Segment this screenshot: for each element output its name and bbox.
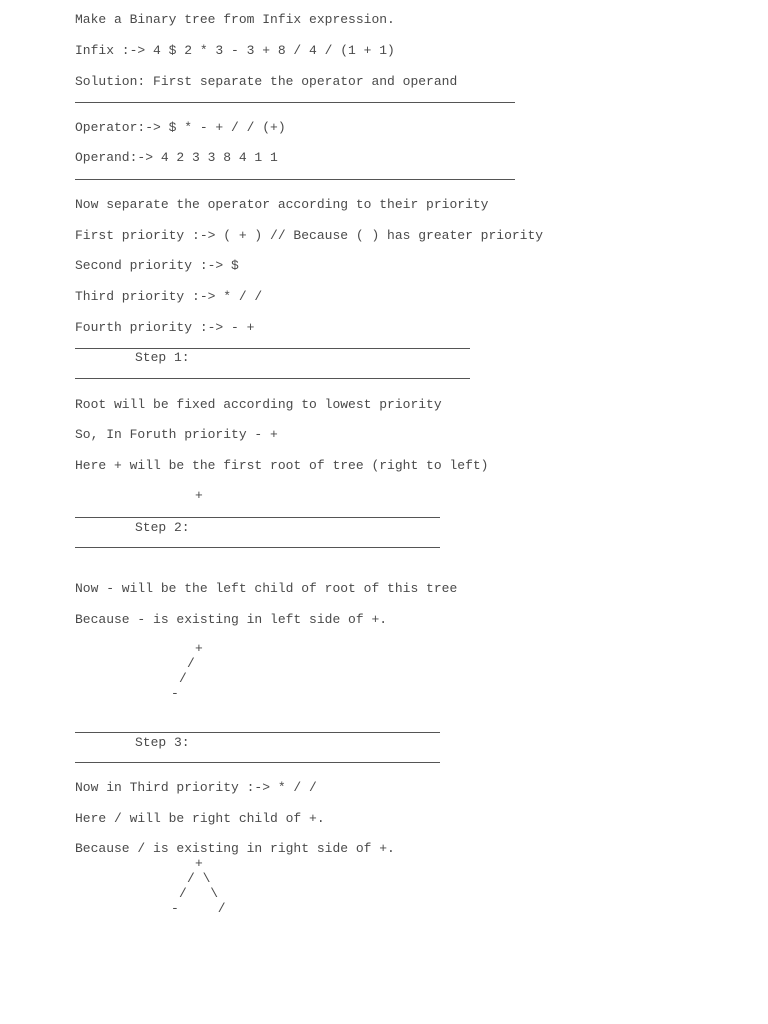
tree-edge: / <box>179 671 187 686</box>
step-1-line-3: Here + will be the first root of tree (right to left) <box>75 458 489 473</box>
tree-nodes-children: - / <box>171 901 226 916</box>
infix-expression: Infix :-> 4 $ 2 * 3 - 3 + 8 / 4 / (1 + 1) <box>75 43 395 58</box>
divider <box>75 547 440 548</box>
second-priority: Second priority :-> $ <box>75 258 239 273</box>
tree-node-root: + <box>195 856 203 871</box>
step-3-label: Step 3: <box>135 735 190 750</box>
step-1-label: Step 1: <box>135 350 190 365</box>
divider <box>75 378 470 379</box>
solution-line: Solution: First separate the operator and operand <box>75 74 458 89</box>
tree-node-root: + <box>195 488 203 503</box>
tree-node-root: + <box>195 641 203 656</box>
step-2-line-1: Now - will be the left child of root of this tree <box>75 581 458 596</box>
divider <box>75 762 440 763</box>
operator-line: Operator:-> $ * - + / / (+) <box>75 120 286 135</box>
step-3-line-3: Because / is existing in right side of +. <box>75 841 395 856</box>
step-3-line-2: Here / will be right child of +. <box>75 811 325 826</box>
divider <box>75 179 515 180</box>
divider <box>75 102 515 103</box>
step-2-label: Step 2: <box>135 520 190 535</box>
tree-edge: / <box>187 656 195 671</box>
divider <box>75 517 440 518</box>
step-1-line-2: So, In Foruth priority - + <box>75 427 278 442</box>
step-3-line-1: Now in Third priority :-> * / / <box>75 780 317 795</box>
divider <box>75 732 440 733</box>
operand-line: Operand:-> 4 2 3 3 8 4 1 1 <box>75 150 278 165</box>
tree-edges: / \ <box>187 871 211 886</box>
document-title: Make a Binary tree from Infix expression. <box>75 12 395 27</box>
tree-node-left: - <box>171 686 179 701</box>
first-priority: First priority :-> ( + ) // Because ( ) has greater priority <box>75 228 544 243</box>
fourth-priority: Fourth priority :-> - + <box>75 320 255 335</box>
priority-intro: Now separate the operator according to their priority <box>75 197 489 212</box>
third-priority: Third priority :-> * / / <box>75 289 263 304</box>
step-1-line-1: Root will be fixed according to lowest priority <box>75 397 442 412</box>
tree-edges: / \ <box>179 886 219 901</box>
step-2-line-2: Because - is existing in left side of +. <box>75 612 388 627</box>
divider <box>75 348 470 349</box>
